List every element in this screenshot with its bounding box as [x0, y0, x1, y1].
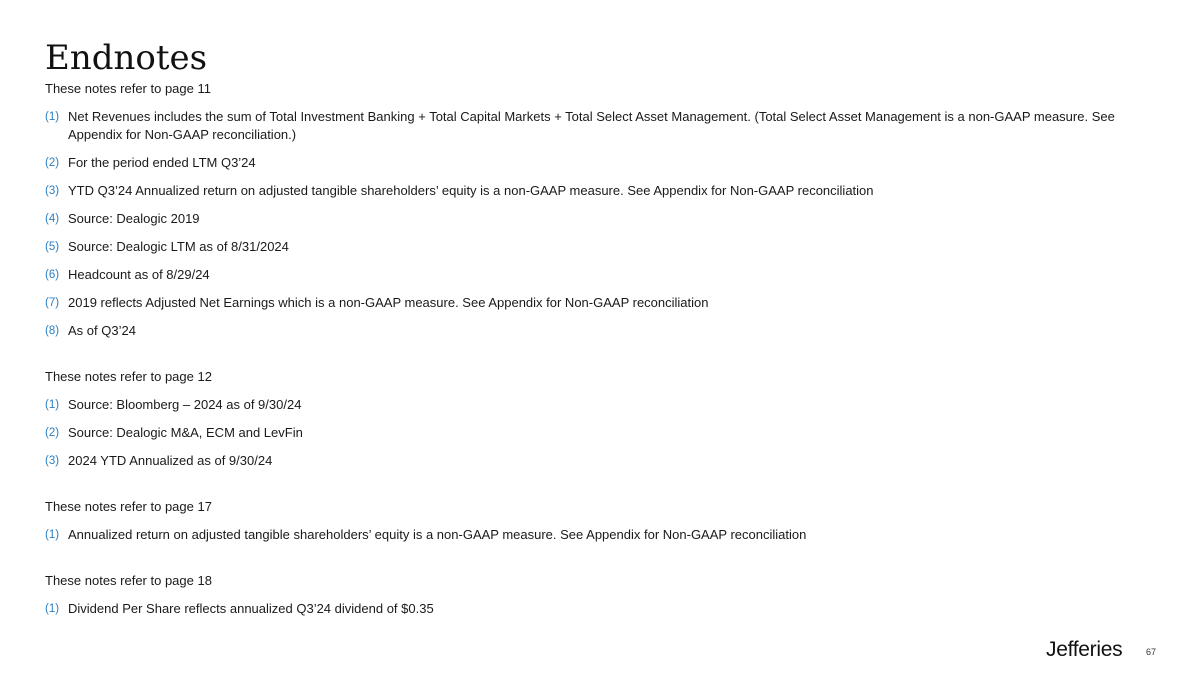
- section-heading: These notes refer to page 11: [45, 81, 211, 96]
- endnote-marker: (3): [45, 185, 60, 197]
- endnote-marker: (6): [45, 269, 60, 281]
- endnote-text: Annualized return on adjusted tangible shareholders’ equity is a non-GAAP measure. See Appendix for Non-GAAP reconciliation: [68, 527, 807, 542]
- notes-section-page-17: [45, 498, 1155, 544]
- endnote-marker: (5): [45, 241, 60, 253]
- endnote-item: [45, 108, 1155, 144]
- endnote-item: [45, 238, 1155, 256]
- endnote-item: [45, 526, 1155, 544]
- endnote-marker: (1): [45, 529, 60, 541]
- endnote-item: [45, 600, 1155, 618]
- endnote-text: Headcount as of 8/29/24: [68, 267, 210, 282]
- endnote-marker: (8): [45, 325, 60, 337]
- endnote-text: YTD Q3’24 Annualized return on adjusted tangible shareholders’ equity is a non-GAAP measure. See Appendix for Non-GAAP reconciliation: [68, 183, 874, 198]
- endnote-marker: (7): [45, 297, 60, 309]
- endnote-text: Net Revenues includes the sum of Total Investment Banking + Total Capital Markets + Total Select Asset Management. (Total Select Asset Management is a non-GAAP measure. See Appendix for Non-GAAP reconciliation.): [68, 109, 1115, 142]
- endnote-text: As of Q3’24: [68, 323, 136, 338]
- endnote-text: 2019 reflects Adjusted Net Earnings which is a non-GAAP measure. See Appendix for Non-GAAP reconciliation: [68, 295, 709, 310]
- endnote-item: [45, 210, 1155, 228]
- endnote-text: Source: Dealogic LTM as of 8/31/2024: [68, 239, 289, 254]
- endnote-text: Source: Dealogic 2019: [68, 211, 200, 226]
- notes-section-page-18: [45, 572, 1155, 618]
- endnotes-list: [45, 80, 1155, 646]
- page-title: Endnotes: [45, 38, 208, 78]
- endnote-marker: (3): [45, 455, 60, 467]
- endnote-item: [45, 154, 1155, 172]
- page-number: 67: [1146, 647, 1157, 657]
- endnote-text: 2024 YTD Annualized as of 9/30/24: [68, 453, 273, 468]
- endnote-marker: (1): [45, 603, 60, 615]
- endnote-item: [45, 322, 1155, 340]
- notes-section-page-12: [45, 368, 1155, 470]
- endnote-marker: (4): [45, 213, 60, 225]
- jefferies-logo: Jefferies: [1046, 638, 1123, 661]
- section-heading: These notes refer to page 12: [45, 369, 212, 384]
- endnote-marker: (2): [45, 157, 60, 169]
- endnote-marker: (1): [45, 399, 60, 411]
- endnote-item: [45, 294, 1155, 312]
- endnote-item: [45, 424, 1155, 442]
- endnote-text: For the period ended LTM Q3’24: [68, 155, 256, 170]
- section-heading: These notes refer to page 18: [45, 573, 212, 588]
- notes-section-page-11: [45, 80, 1155, 340]
- endnote-item: [45, 266, 1155, 284]
- endnote-item: [45, 182, 1155, 200]
- section-heading: These notes refer to page 17: [45, 499, 212, 514]
- endnote-text: Source: Bloomberg – 2024 as of 9/30/24: [68, 397, 302, 412]
- endnote-text: Source: Dealogic M&A, ECM and LevFin: [68, 425, 303, 440]
- endnote-marker: (1): [45, 111, 60, 123]
- endnote-item: [45, 452, 1155, 470]
- endnote-item: [45, 396, 1155, 414]
- endnote-marker: (2): [45, 427, 60, 439]
- endnote-text: Dividend Per Share reflects annualized Q3’24 dividend of $0.35: [68, 601, 434, 616]
